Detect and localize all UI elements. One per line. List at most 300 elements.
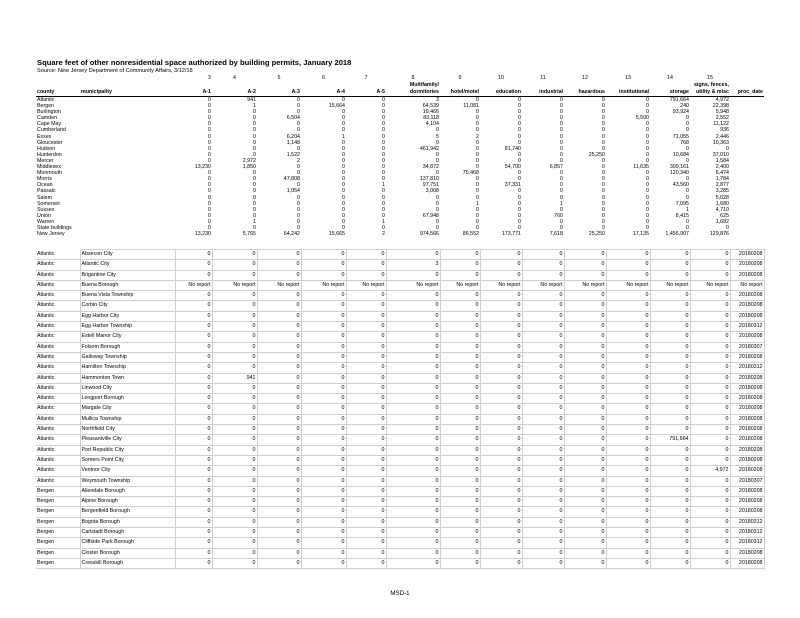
value-cell: 0 bbox=[518, 109, 521, 116]
value-cell: 0 bbox=[301, 455, 346, 465]
column-header-top bbox=[301, 82, 346, 89]
column-number: 14 bbox=[667, 75, 673, 81]
value-cell: 0 bbox=[564, 311, 606, 321]
value-cell: 0 bbox=[342, 145, 345, 152]
value-cell: 0 bbox=[257, 260, 301, 270]
municipality-name: Northfield City bbox=[80, 425, 175, 435]
value-cell: 0 bbox=[212, 538, 257, 548]
municipality-row bbox=[36, 435, 764, 445]
value-cell: 0 bbox=[440, 301, 480, 311]
value-cell: No report bbox=[301, 280, 346, 290]
value-cell: 0 bbox=[208, 127, 211, 134]
value-cell: 0 bbox=[386, 414, 440, 424]
proc-date-cell: 20180307 bbox=[730, 342, 764, 352]
county-name: Atlantic bbox=[36, 270, 80, 280]
value-cell: 7,618 bbox=[549, 231, 563, 238]
value-cell: 0 bbox=[480, 322, 522, 332]
value-cell: 0 bbox=[212, 476, 257, 486]
value-cell: 0 bbox=[690, 322, 730, 332]
value-cell: 0 bbox=[175, 507, 212, 517]
column-number: 3 bbox=[208, 75, 211, 81]
value-cell: 0 bbox=[212, 363, 257, 373]
value-cell: 0 bbox=[686, 121, 689, 128]
value-cell: 0 bbox=[257, 394, 301, 404]
municipality-name: Linwood City bbox=[80, 383, 175, 393]
column-header-top bbox=[480, 82, 522, 89]
value-cell: 1,054 bbox=[286, 188, 300, 195]
value-cell: 0 bbox=[522, 414, 564, 424]
value-cell: 0 bbox=[382, 157, 385, 164]
value-cell: 0 bbox=[518, 194, 521, 201]
column-header: storage bbox=[650, 89, 690, 97]
value-cell: 0 bbox=[690, 486, 730, 496]
value-cell: 1,850 bbox=[242, 164, 256, 171]
proc-date-cell: 20180208 bbox=[730, 394, 764, 404]
column-header: industrial bbox=[522, 89, 564, 97]
value-cell: 0 bbox=[646, 170, 649, 177]
value-cell: 0 bbox=[646, 206, 649, 213]
value-cell: 0 bbox=[646, 145, 649, 152]
column-number: 7 bbox=[364, 75, 368, 81]
county-name: Bergen bbox=[37, 103, 55, 110]
value-cell: 0 bbox=[382, 206, 385, 213]
value-cell: 0 bbox=[257, 352, 301, 362]
value-cell: 0 bbox=[650, 394, 690, 404]
value-cell: 0 bbox=[346, 322, 386, 332]
value-cell: 0 bbox=[440, 291, 480, 301]
value-cell: 4,104 bbox=[425, 121, 439, 128]
value-cell: 0 bbox=[301, 497, 346, 507]
value-cell: 0 bbox=[440, 528, 480, 538]
value-cell: 0 bbox=[301, 301, 346, 311]
value-cell: 0 bbox=[560, 224, 563, 231]
value-cell: 0 bbox=[522, 435, 564, 445]
municipality-name: Estell Manor City bbox=[80, 332, 175, 342]
value-cell: 0 bbox=[480, 455, 522, 465]
value-cell: 0 bbox=[602, 127, 605, 134]
value-cell: 0 bbox=[301, 373, 346, 383]
county-name: Atlantic bbox=[36, 394, 80, 404]
column-header-top bbox=[564, 82, 606, 89]
value-cell: 137,810 bbox=[419, 176, 439, 183]
value-cell: 0 bbox=[301, 476, 346, 486]
value-cell: 0 bbox=[476, 151, 479, 158]
municipality-row bbox=[36, 528, 764, 538]
municipality-row bbox=[36, 291, 764, 301]
value-cell: 0 bbox=[560, 133, 563, 140]
column-header-top bbox=[175, 82, 212, 89]
value-cell: 0 bbox=[646, 188, 649, 195]
value-cell: 6,504 bbox=[286, 115, 300, 122]
value-cell: 0 bbox=[253, 200, 256, 207]
municipality-name: Margate City bbox=[80, 404, 175, 414]
blank-header bbox=[36, 82, 80, 89]
value-cell: 0 bbox=[175, 414, 212, 424]
value-cell: 0 bbox=[564, 507, 606, 517]
value-cell: 0 bbox=[386, 250, 440, 260]
value-cell: 0 bbox=[346, 476, 386, 486]
municipality-name: Mullica Township bbox=[80, 414, 175, 424]
county-name: Atlantic bbox=[36, 466, 80, 476]
value-cell: 0 bbox=[440, 445, 480, 455]
value-cell: 0 bbox=[606, 466, 650, 476]
value-cell: 0 bbox=[646, 127, 649, 134]
value-cell: 75,468 bbox=[462, 170, 479, 177]
value-cell: 0 bbox=[606, 342, 650, 352]
value-cell: 0 bbox=[560, 188, 563, 195]
value-cell: 0 bbox=[386, 311, 440, 321]
proc-date-cell: 20180208 bbox=[730, 270, 764, 280]
value-cell: 6,474 bbox=[715, 170, 729, 177]
value-cell: 0 bbox=[476, 206, 479, 213]
value-cell: 0 bbox=[436, 151, 439, 158]
value-cell: 0 bbox=[436, 206, 439, 213]
value-cell: 0 bbox=[257, 538, 301, 548]
value-cell: 15,664 bbox=[328, 103, 345, 110]
county-name: Hudson bbox=[37, 145, 56, 152]
value-cell: 0 bbox=[346, 558, 386, 568]
value-cell: 0 bbox=[646, 97, 649, 103]
municipality-row bbox=[36, 558, 764, 568]
proc-date-cell: 20180208 bbox=[730, 352, 764, 362]
value-cell: 0 bbox=[386, 322, 440, 332]
value-cell: 0 bbox=[560, 121, 563, 128]
value-cell: 0 bbox=[208, 170, 211, 177]
value-cell: 0 bbox=[606, 476, 650, 486]
value-cell: 0 bbox=[686, 188, 689, 195]
municipality-row bbox=[36, 260, 764, 270]
value-cell: 0 bbox=[212, 435, 257, 445]
value-cell: 0 bbox=[175, 476, 212, 486]
value-cell: 0 bbox=[208, 176, 211, 183]
value-cell: 0 bbox=[522, 342, 564, 352]
column-header: A-3 bbox=[257, 89, 301, 97]
value-cell: 0 bbox=[208, 206, 211, 213]
value-cell: 0 bbox=[346, 425, 386, 435]
proc-date-header: proc_date bbox=[730, 89, 764, 97]
value-cell: 0 bbox=[212, 466, 257, 476]
value-cell: 0 bbox=[342, 170, 345, 177]
value-cell: 34,872 bbox=[422, 164, 439, 171]
value-cell: 0 bbox=[301, 322, 346, 332]
value-cell: 0 bbox=[386, 528, 440, 538]
value-cell: 1 bbox=[342, 133, 345, 140]
municipality-name: Absecon City bbox=[80, 250, 175, 260]
value-cell: No report bbox=[212, 280, 257, 290]
value-cell: 0 bbox=[480, 404, 522, 414]
county-name: Union bbox=[37, 212, 51, 219]
value-cell: 0 bbox=[440, 466, 480, 476]
value-cell: 0 bbox=[518, 212, 521, 219]
value-cell: 0 bbox=[382, 164, 385, 171]
value-cell: 0 bbox=[480, 445, 522, 455]
value-cell: 0 bbox=[518, 188, 521, 195]
proc-date-cell: 20180208 bbox=[730, 383, 764, 393]
value-cell: 0 bbox=[436, 157, 439, 164]
value-cell: 0 bbox=[346, 497, 386, 507]
value-cell: 0 bbox=[257, 342, 301, 352]
value-cell: 0 bbox=[564, 394, 606, 404]
value-cell: 0 bbox=[518, 218, 521, 225]
value-cell: 0 bbox=[440, 548, 480, 558]
value-cell: 0 bbox=[686, 218, 689, 225]
column-header: institutional bbox=[606, 89, 650, 97]
municipality-row bbox=[36, 342, 764, 352]
value-cell: 0 bbox=[346, 528, 386, 538]
value-cell: 0 bbox=[564, 383, 606, 393]
value-cell: 0 bbox=[301, 270, 346, 280]
value-cell: 0 bbox=[650, 260, 690, 270]
municipality-name: Closter Borough bbox=[80, 548, 175, 558]
value-cell: 0 bbox=[257, 445, 301, 455]
value-cell: 0 bbox=[346, 548, 386, 558]
value-cell: 0 bbox=[212, 425, 257, 435]
value-cell: 0 bbox=[175, 311, 212, 321]
value-cell: 0 bbox=[257, 558, 301, 568]
value-cell: 0 bbox=[650, 497, 690, 507]
value-cell: 0 bbox=[297, 164, 300, 171]
value-cell: 0 bbox=[175, 425, 212, 435]
value-cell: 0 bbox=[686, 115, 689, 122]
value-cell: 0 bbox=[522, 517, 564, 527]
column-header: hotel/motel bbox=[440, 89, 480, 97]
value-cell: 0 bbox=[342, 200, 345, 207]
value-cell: 0 bbox=[560, 157, 563, 164]
value-cell: 0 bbox=[522, 466, 564, 476]
value-cell: 0 bbox=[602, 97, 605, 103]
value-cell: 0 bbox=[606, 425, 650, 435]
value-cell: 6,204 bbox=[286, 133, 300, 140]
value-cell: 0 bbox=[386, 486, 440, 496]
value-cell: 0 bbox=[346, 342, 386, 352]
value-cell: 0 bbox=[650, 414, 690, 424]
municipality-row bbox=[36, 497, 764, 507]
value-cell: 0 bbox=[253, 127, 256, 134]
county-name: Sussex bbox=[37, 206, 55, 213]
county-name: Atlantic bbox=[36, 455, 80, 465]
value-cell: 0 bbox=[564, 250, 606, 260]
value-cell: 0 bbox=[440, 363, 480, 373]
value-cell: 0 bbox=[440, 558, 480, 568]
value-cell: 0 bbox=[606, 414, 650, 424]
value-cell: 2,446 bbox=[715, 133, 729, 140]
proc-date-cell: 20180208 bbox=[730, 425, 764, 435]
value-cell: 0 bbox=[342, 97, 345, 103]
municipality-row bbox=[36, 373, 764, 383]
county-name: Atlantic bbox=[36, 342, 80, 352]
column-number: 4 bbox=[233, 75, 236, 81]
value-cell: 0 bbox=[346, 363, 386, 373]
value-cell: 0 bbox=[560, 206, 563, 213]
value-cell: 0 bbox=[560, 194, 563, 201]
value-cell: 0 bbox=[257, 301, 301, 311]
proc-date-cell: 20180208 bbox=[730, 507, 764, 517]
value-cell: 0 bbox=[602, 115, 605, 122]
value-cell: 0 bbox=[175, 528, 212, 538]
value-cell: No report bbox=[522, 280, 564, 290]
proc-date-cell: 20180307 bbox=[730, 476, 764, 486]
value-cell: 0 bbox=[257, 404, 301, 414]
value-cell: No report bbox=[690, 280, 730, 290]
column-number: 5 bbox=[277, 75, 281, 81]
county-name: Atlantic bbox=[36, 322, 80, 332]
value-cell: 0 bbox=[386, 517, 440, 527]
value-cell: 0 bbox=[650, 404, 690, 414]
value-cell: 1 bbox=[253, 218, 256, 225]
value-cell: 0 bbox=[301, 445, 346, 455]
proc-date-cell: No report bbox=[730, 280, 764, 290]
proc-date-cell: 20180208 bbox=[730, 548, 764, 558]
value-cell: 0 bbox=[518, 103, 521, 110]
value-cell: 3,285 bbox=[715, 188, 729, 195]
value-cell: 0 bbox=[212, 486, 257, 496]
column-number-row bbox=[36, 74, 764, 82]
value-cell: 0 bbox=[301, 404, 346, 414]
value-cell: 0 bbox=[480, 466, 522, 476]
value-cell: 0 bbox=[602, 170, 605, 177]
value-cell: 0 bbox=[253, 109, 256, 116]
value-cell: 0 bbox=[650, 507, 690, 517]
value-cell: 0 bbox=[606, 497, 650, 507]
proc-date-cell: 20180208 bbox=[730, 291, 764, 301]
value-cell: 0 bbox=[436, 224, 439, 231]
value-cell: 0 bbox=[175, 435, 212, 445]
value-cell: 0 bbox=[480, 301, 522, 311]
value-cell: 0 bbox=[212, 250, 257, 260]
county-name: Atlantic bbox=[37, 97, 55, 103]
value-cell: 0 bbox=[386, 476, 440, 486]
value-cell: 0 bbox=[690, 363, 730, 373]
value-cell: 0 bbox=[564, 301, 606, 311]
value-cell: 0 bbox=[208, 145, 211, 152]
value-cell: 0 bbox=[212, 352, 257, 362]
value-cell: 0 bbox=[564, 332, 606, 342]
value-cell: 0 bbox=[476, 224, 479, 231]
county-summary-row bbox=[36, 97, 764, 104]
value-cell: 0 bbox=[564, 363, 606, 373]
value-cell: 0 bbox=[522, 404, 564, 414]
value-cell: 1,584 bbox=[715, 157, 729, 164]
column-number: 8 bbox=[411, 75, 415, 81]
value-cell: 0 bbox=[686, 127, 689, 134]
county-name: Atlantic bbox=[36, 363, 80, 373]
value-cell: 25,250 bbox=[588, 151, 605, 158]
value-cell: 7,095 bbox=[675, 200, 689, 207]
value-cell: 0 bbox=[257, 528, 301, 538]
column-number: 9 bbox=[458, 75, 462, 81]
value-cell: 941 bbox=[212, 373, 257, 383]
value-cell: 0 bbox=[436, 218, 439, 225]
value-cell: 19,466 bbox=[422, 109, 439, 116]
value-cell: 0 bbox=[480, 352, 522, 362]
county-name: Monmouth bbox=[37, 170, 63, 177]
value-cell: 0 bbox=[602, 188, 605, 195]
value-cell: 0 bbox=[301, 342, 346, 352]
value-cell: 0 bbox=[650, 250, 690, 260]
value-cell: 0 bbox=[650, 445, 690, 455]
value-cell: 0 bbox=[440, 538, 480, 548]
value-cell: 0 bbox=[301, 311, 346, 321]
value-cell: 0 bbox=[480, 486, 522, 496]
value-cell: 0 bbox=[297, 218, 300, 225]
value-cell: 0 bbox=[175, 322, 212, 332]
value-cell: 0 bbox=[257, 322, 301, 332]
county-name: Atlantic bbox=[36, 250, 80, 260]
value-cell: 0 bbox=[440, 404, 480, 414]
column-header: A-1 bbox=[175, 89, 212, 97]
value-cell: 0 bbox=[560, 170, 563, 177]
proc-date-cell: 20180208 bbox=[730, 250, 764, 260]
value-cell: 0 bbox=[175, 352, 212, 362]
value-cell: 0 bbox=[212, 383, 257, 393]
value-cell: 0 bbox=[175, 291, 212, 301]
municipality-name: Cresskill Borough bbox=[80, 558, 175, 568]
value-cell: 0 bbox=[386, 538, 440, 548]
value-cell: 0 bbox=[690, 425, 730, 435]
value-cell: 0 bbox=[646, 133, 649, 140]
value-cell: 0 bbox=[480, 270, 522, 280]
value-cell: 0 bbox=[297, 170, 300, 177]
municipality-name: Egg Harbor City bbox=[80, 311, 175, 321]
value-cell: 0 bbox=[346, 466, 386, 476]
value-cell: 1 bbox=[253, 103, 256, 110]
value-cell: 0 bbox=[646, 224, 649, 231]
value-cell: 2 bbox=[382, 231, 385, 238]
value-cell: 0 bbox=[257, 311, 301, 321]
value-cell: 0 bbox=[518, 157, 521, 164]
value-cell: 768 bbox=[680, 139, 689, 146]
value-cell: 0 bbox=[253, 206, 256, 213]
value-cell: 0 bbox=[436, 127, 439, 134]
value-cell: 86,552 bbox=[462, 231, 479, 238]
value-cell: 0 bbox=[212, 558, 257, 568]
value-cell: 0 bbox=[480, 260, 522, 270]
value-cell: 0 bbox=[346, 373, 386, 383]
value-cell: 0 bbox=[440, 435, 480, 445]
value-cell: 15,665 bbox=[328, 231, 345, 238]
value-cell: 0 bbox=[257, 270, 301, 280]
value-cell: 0 bbox=[208, 121, 211, 128]
value-cell: 0 bbox=[253, 182, 256, 189]
value-cell: 5,028 bbox=[715, 194, 729, 201]
column-header: A-2 bbox=[212, 89, 257, 97]
value-cell: 0 bbox=[480, 435, 522, 445]
value-cell: 0 bbox=[690, 497, 730, 507]
county-name: State buildings bbox=[37, 224, 72, 231]
column-header-top bbox=[650, 82, 690, 89]
value-cell: 0 bbox=[480, 548, 522, 558]
value-cell: 0 bbox=[650, 558, 690, 568]
value-cell: 0 bbox=[346, 455, 386, 465]
value-cell: 0 bbox=[476, 176, 479, 183]
value-cell: 0 bbox=[646, 139, 649, 146]
value-cell: 120,340 bbox=[669, 170, 689, 177]
value-cell: 0 bbox=[436, 139, 439, 146]
value-cell: 0 bbox=[686, 176, 689, 183]
value-cell: 0 bbox=[212, 548, 257, 558]
value-cell: 0 bbox=[522, 291, 564, 301]
value-cell: 0 bbox=[297, 127, 300, 134]
municipality-row bbox=[36, 322, 764, 332]
value-cell: 0 bbox=[175, 497, 212, 507]
value-cell: 0 bbox=[560, 139, 563, 146]
value-cell: 0 bbox=[480, 342, 522, 352]
value-cell: 0 bbox=[606, 455, 650, 465]
county-name: Ocean bbox=[37, 182, 53, 189]
value-cell: 0 bbox=[476, 121, 479, 128]
county-name: Somerset bbox=[37, 200, 60, 207]
value-cell: 0 bbox=[342, 176, 345, 183]
